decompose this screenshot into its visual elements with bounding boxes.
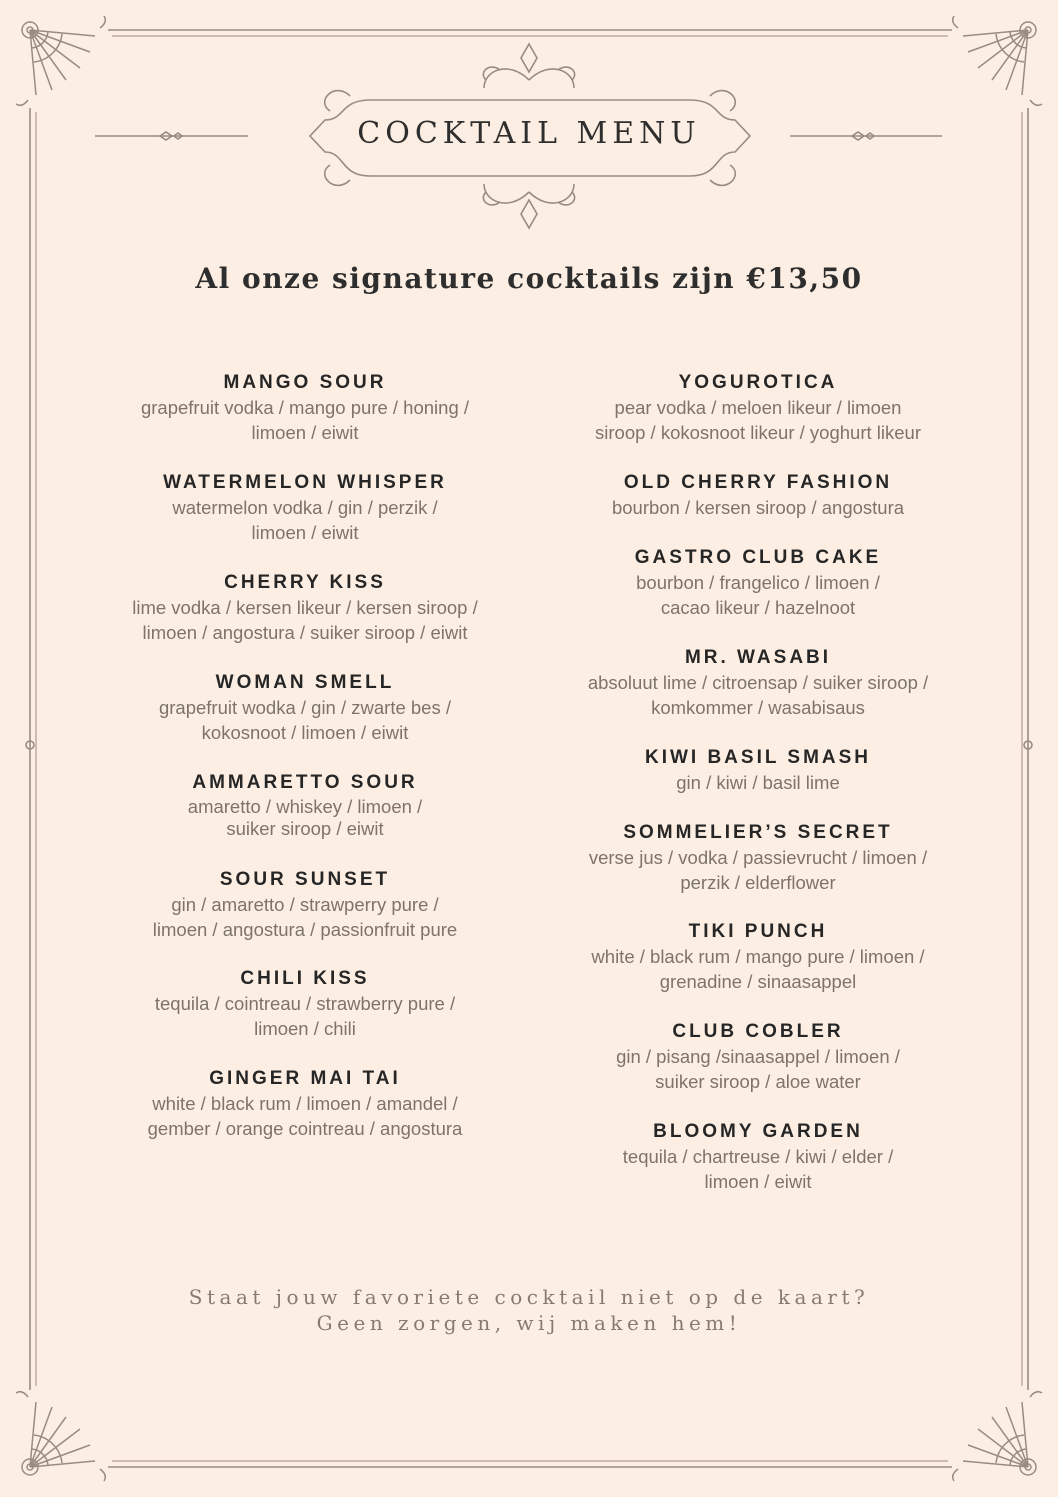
- cocktail-item: [528, 370, 988, 470]
- cocktail-item: [75, 966, 535, 1066]
- cocktail-item: [75, 1066, 535, 1166]
- cocktail-name: CHILI KISS: [240, 968, 370, 989]
- cocktail-ingredients: perzik / elderflower: [680, 871, 836, 893]
- cocktail-name: SOMMELIER’S SECRET: [623, 822, 893, 843]
- right-column: [528, 370, 988, 1219]
- cocktail-name: SOUR SUNSET: [219, 869, 391, 890]
- cocktail-name: WATERMELON WHISPER: [163, 472, 447, 493]
- price-subtitle: Al onze signature cocktails zijn €13,50: [195, 262, 863, 295]
- cocktail-ingredients: gember / orange cointreau / angostura: [147, 1117, 463, 1139]
- cocktail-name: MR. WASABI: [684, 647, 832, 668]
- cocktail-name: GASTRO CLUB CAKE: [634, 547, 882, 568]
- corner-ornament-top-left: [16, 16, 105, 105]
- cocktail-ingredients: tequila / chartreuse / kiwi / elder /: [622, 1146, 894, 1167]
- cocktail-name: YOGUROTICA: [678, 372, 838, 393]
- cocktail-item: [75, 867, 535, 966]
- cocktail-item: [528, 919, 988, 1019]
- footer-line: Staat jouw favoriete cocktail niet op de kaart?: [188, 1285, 870, 1309]
- cocktail-ingredients: komkommer / wasabisaus: [651, 696, 865, 718]
- cocktail-ingredients: white / black rum / mango pure / limoen /: [591, 946, 925, 967]
- cocktail-ingredients: gin / kiwi / basil lime: [676, 772, 840, 793]
- cocktail-ingredients: grenadine / sinaasappel: [659, 970, 857, 992]
- cocktail-name: CLUB COBLER: [672, 1021, 844, 1042]
- corner-ornament-bottom-left: [16, 1392, 105, 1481]
- cocktail-ingredients: limoen / angostura / suiker siroop / eiwit: [142, 621, 468, 643]
- cocktail-ingredients: amaretto / whiskey / limoen /: [187, 796, 423, 817]
- cocktail-item: [75, 370, 535, 470]
- cocktail-name: WOMAN SMELL: [215, 672, 395, 693]
- cocktail-ingredients: white / black rum / limoen / amandel /: [152, 1093, 458, 1114]
- cocktail-item: [528, 470, 988, 545]
- cocktail-ingredients: bourbon / frangelico / limoen /: [636, 572, 880, 593]
- cocktail-ingredients: suiker siroop / aloe water: [655, 1070, 861, 1092]
- cocktail-item: [528, 1019, 988, 1119]
- footer-note: [0, 1284, 1058, 1336]
- cocktail-ingredients: limoen / eiwit: [251, 421, 359, 443]
- cocktail-ingredients: absoluut lime / citroensap / suiker siroop /: [587, 672, 929, 693]
- cocktail-item: [75, 570, 535, 670]
- left-column: [75, 370, 535, 1166]
- cocktail-ingredients: pear vodka / meloen likeur / limoen: [614, 397, 902, 418]
- cocktail-ingredients: bourbon / kersen siroop / angostura: [611, 497, 905, 518]
- cocktail-name: MANGO SOUR: [223, 372, 387, 393]
- cocktail-ingredients: limoen / eiwit: [704, 1170, 812, 1192]
- cocktail-item: [75, 770, 535, 867]
- cocktail-ingredients: lime vodka / kersen likeur / kersen siroop /: [132, 597, 478, 618]
- cocktail-item: [75, 670, 535, 770]
- cocktail-ingredients: limoen / chili: [254, 1017, 356, 1039]
- cocktail-name: CHERRY KISS: [224, 572, 386, 593]
- cocktail-name: KIWI BASIL SMASH: [644, 747, 872, 768]
- cocktail-ingredients: grapefruit wodka / gin / zwarte bes /: [158, 697, 452, 718]
- cocktail-name: AMMARETTO SOUR: [192, 772, 418, 793]
- cocktail-ingredients: limoen / eiwit: [251, 521, 359, 543]
- cocktail-name: GINGER MAI TAI: [209, 1068, 401, 1089]
- cocktail-item: [528, 645, 988, 745]
- cocktail-ingredients: watermelon vodka / gin / perzik /: [172, 497, 438, 518]
- cocktail-ingredients: cacao likeur / hazelnoot: [660, 596, 856, 618]
- cocktail-ingredients: verse jus / vodka / passievrucht / limoen /: [588, 847, 928, 868]
- cocktail-name: BLOOMY GARDEN: [653, 1121, 863, 1142]
- cocktail-name: OLD CHERRY FASHION: [623, 472, 893, 493]
- cocktail-ingredients: gin / amaretto / strawperry pure /: [171, 894, 439, 915]
- corner-ornament-bottom-right: [953, 1392, 1042, 1481]
- cocktail-ingredients: kokosnoot / limoen / eiwit: [201, 721, 409, 743]
- cocktail-ingredients: siroop / kokosnoot likeur / yoghurt likeur: [595, 421, 921, 443]
- corner-ornament-top-right: [953, 16, 1042, 105]
- cocktail-item: [528, 545, 988, 645]
- cocktail-ingredients: gin / pisang /sinaasappel / limoen /: [616, 1046, 900, 1067]
- cocktail-item: [528, 820, 988, 919]
- cocktail-name: TIKI PUNCH: [688, 921, 828, 942]
- cocktail-ingredients: grapefruit vodka / mango pure / honing /: [140, 397, 470, 418]
- menu-title: COCKTAIL MENU: [357, 116, 701, 151]
- cocktail-ingredients: tequila / cointreau / strawberry pure /: [154, 993, 456, 1014]
- cocktail-item: [528, 745, 988, 820]
- cocktail-item: [75, 470, 535, 570]
- footer-line: Geen zorgen, wij maken hem!: [316, 1311, 742, 1335]
- cocktail-item: [528, 1119, 988, 1219]
- cocktail-ingredients: suiker siroop / eiwit: [226, 818, 384, 839]
- cocktail-ingredients: limoen / angostura / passionfruit pure: [152, 918, 458, 940]
